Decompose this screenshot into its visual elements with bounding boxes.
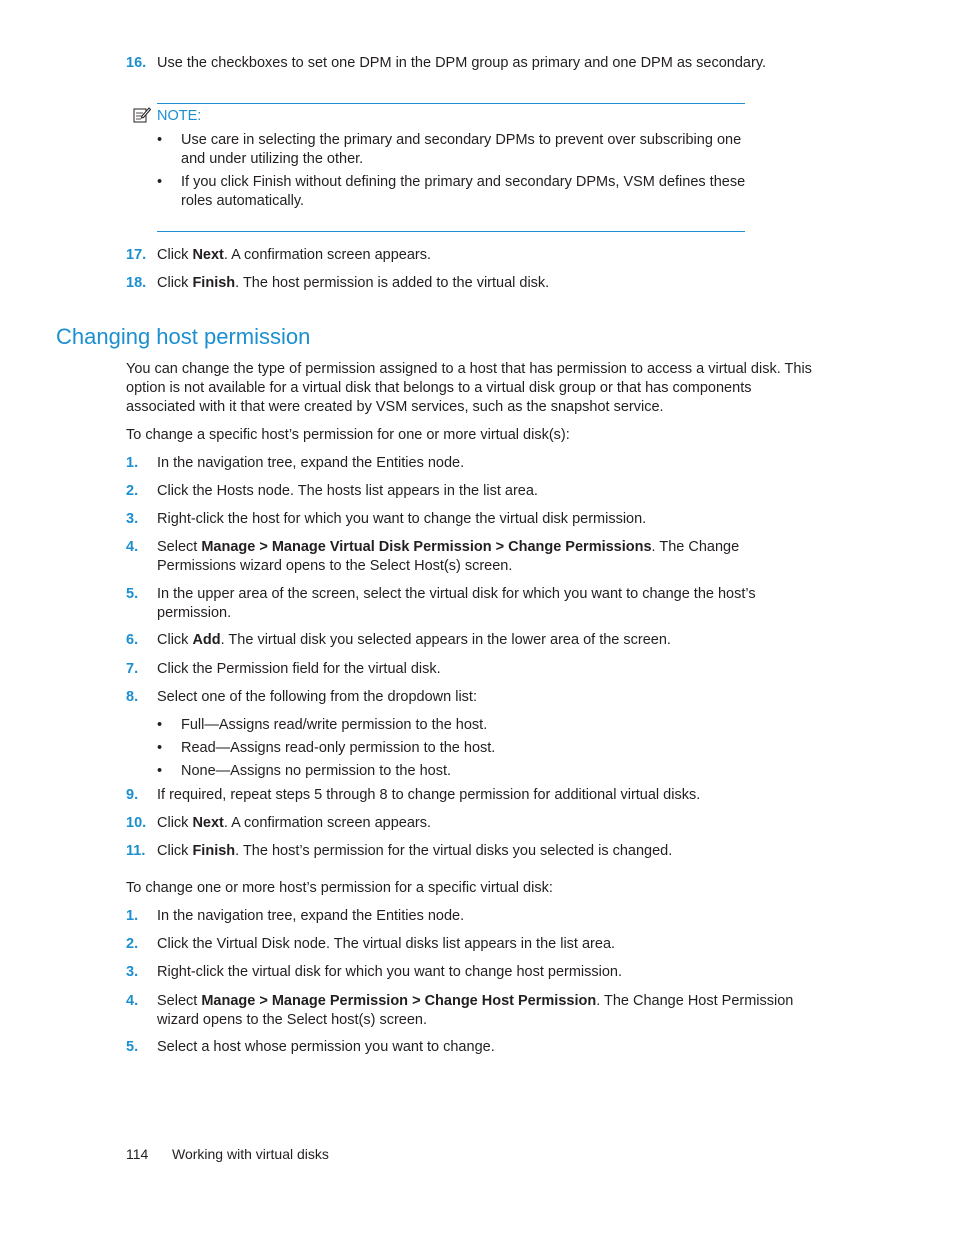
step-text: Click Next. A confirmation screen appears. (157, 247, 432, 263)
step-number: 11. (126, 843, 146, 859)
step-number: 1. (126, 908, 139, 924)
note-label: NOTE: (157, 108, 202, 124)
step-number: 2. (126, 483, 139, 499)
section-heading: Changing host permission (56, 324, 311, 349)
step-number: 10. (126, 815, 147, 831)
step-number: 16. (126, 55, 147, 71)
intro-paragraph: You can change the type of permission assigned to a host that has permission to access a virtual disk. This option is not available for a virtual disk that belongs to a virtual disk group or that has components associated with it that were created by VSM services, such as the snapshot service. (126, 361, 812, 415)
bullet-dot: • (157, 717, 163, 733)
bullet-dot: • (157, 740, 163, 756)
bullet-dot: • (157, 174, 163, 190)
bullet-dot: • (157, 763, 163, 779)
step-text: Select one of the following from the dropdown list: (157, 689, 477, 705)
note-bullet-text: Use care in selecting the primary and secondary DPMs to prevent over subscribing one and under utilizing the other. (181, 132, 742, 167)
step-text: Click Finish. The host’s permission for the virtual disks you selected is changed. (157, 843, 673, 859)
step-text: If required, repeat steps 5 through 8 to change permission for additional virtual disks. (157, 787, 701, 803)
page-number: 114 (126, 1146, 149, 1162)
step-text: Select Manage > Manage Permission > Change Host Permission. The Change Host Permission wizard opens to the Select host(s) screen. (157, 993, 794, 1028)
step-number: 3. (126, 964, 139, 980)
option-text: None—Assigns no permission to the host. (181, 763, 451, 779)
step-number: 5. (126, 1039, 139, 1055)
step-text: Select Manage > Manage Virtual Disk Permission > Change Permissions. The Change Permissions wizard opens to the Select Host(s) screen. (157, 539, 740, 574)
step-text: Click Add. The virtual disk you selected appears in the lower area of the screen. (157, 632, 671, 648)
step-number: 5. (126, 586, 139, 602)
step-text: Right-click the host for which you want to change the virtual disk permission. (157, 511, 647, 527)
bullet-dot: • (157, 132, 163, 148)
option-text: Full—Assigns read/write permission to the host. (181, 717, 488, 733)
step-text: Click Next. A confirmation screen appears. (157, 815, 432, 831)
procedure-lead: To change one or more host’s permission for a specific virtual disk: (126, 880, 553, 896)
step-text: Click Finish. The host permission is added to the virtual disk. (157, 275, 550, 291)
step-text: Click the Permission field for the virtual disk. (157, 661, 441, 677)
step-text: Use the checkboxes to set one DPM in the DPM group as primary and one DPM as secondary. (157, 55, 767, 71)
step-number: 3. (126, 511, 139, 527)
chapter-title: Working with virtual disks (172, 1146, 329, 1162)
step-number: 17. (126, 247, 147, 263)
step-number: 9. (126, 787, 139, 803)
note-pencil-icon (133, 106, 151, 124)
step-text: In the navigation tree, expand the Entities node. (157, 455, 465, 471)
step-text: Select a host whose permission you want to change. (157, 1039, 495, 1055)
step-number: 8. (126, 689, 139, 705)
step-number: 2. (126, 936, 139, 952)
step-number: 4. (126, 993, 139, 1009)
step-text: Click the Virtual Disk node. The virtual disks list appears in the list area. (157, 936, 616, 952)
step-number: 18. (126, 275, 147, 291)
step-number: 7. (126, 661, 139, 677)
step-text: Click the Hosts node. The hosts list appears in the list area. (157, 483, 538, 499)
option-text: Read—Assigns read-only permission to the host. (181, 740, 496, 756)
step-text: In the upper area of the screen, select the virtual disk for which you want to change the host’s permission. (157, 586, 756, 621)
step-number: 4. (126, 539, 139, 555)
note-bullet-text: If you click Finish without defining the primary and secondary DPMs, VSM defines these roles automatically. (181, 174, 746, 209)
step-number: 6. (126, 632, 139, 648)
step-number: 1. (126, 455, 139, 471)
step-text: Right-click the virtual disk for which you want to change host permission. (157, 964, 623, 980)
procedure-lead: To change a specific host’s permission for one or more virtual disk(s): (126, 427, 570, 443)
step-text: In the navigation tree, expand the Entities node. (157, 908, 465, 924)
